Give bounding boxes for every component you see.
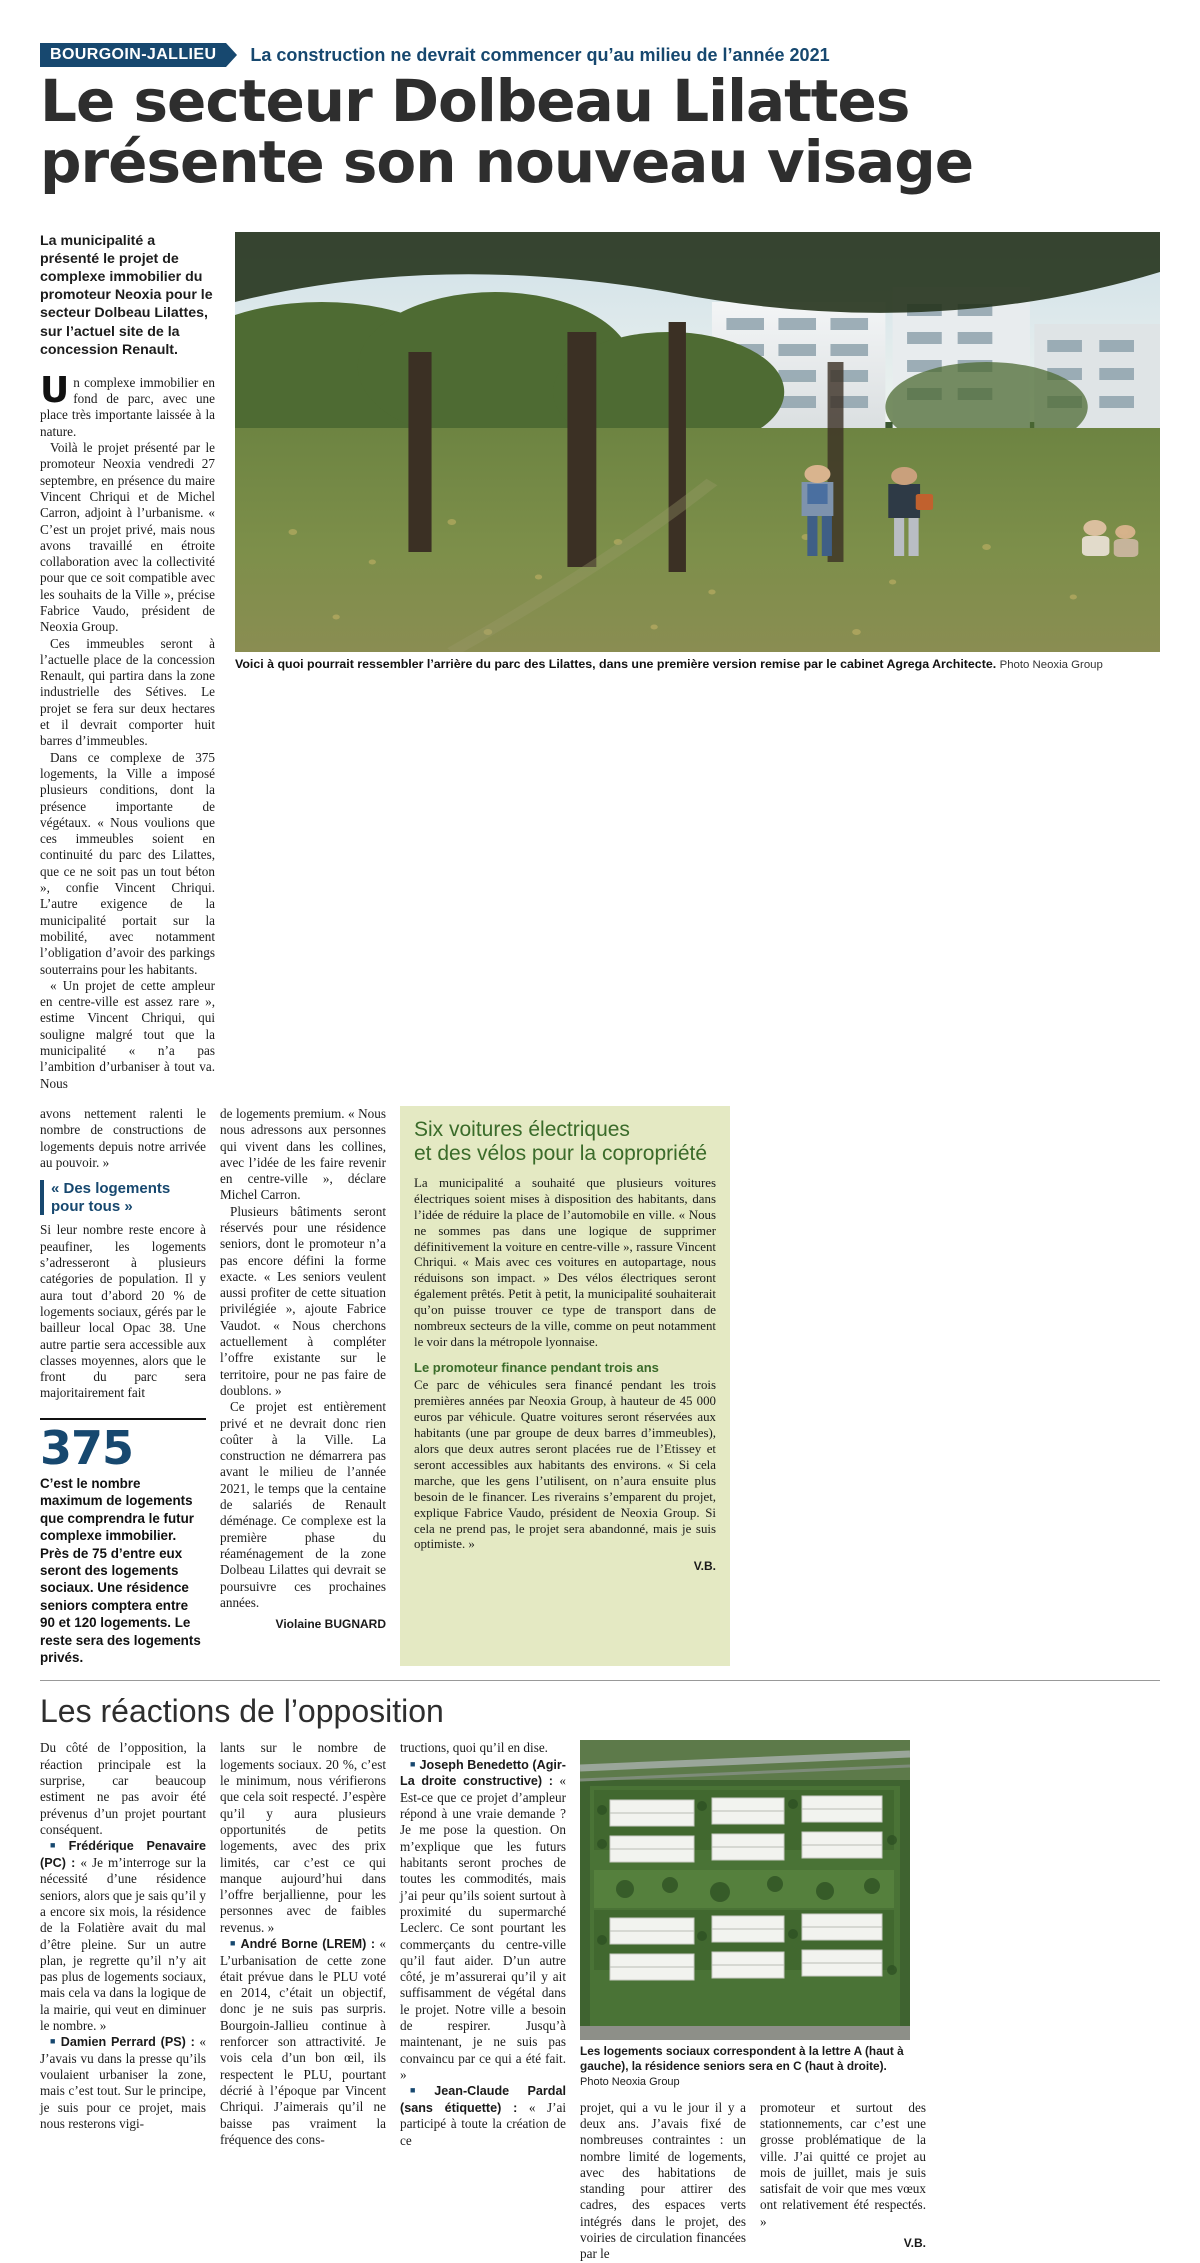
headline-line-1: Le secteur Dolbeau Lilattes bbox=[40, 67, 910, 135]
subhead-des-logements-pour-tous: « Des logements pour tous » bbox=[40, 1180, 206, 1215]
kicker-text: La construction ne devrait commencer qu’au milieu de l’année 2021 bbox=[250, 44, 830, 65]
locality-tag: BOURGOIN-JALLIEU bbox=[40, 43, 226, 68]
speaker-quote: « Est-ce que ce projet d’ampleur répond à une vraie demande ? Je me pose la question. On m’explique que les futurs habitants seront proches de toutes les commodités, mais j’ai peur qu’ils soient surtout à proximité du supermarché Leclerc. Ce sont pourtant les commerçants du centre-ville qu’il faut aider. D’un autre côté, je m’assurerai qu’il y ait suffisamment de végétal dans le projet. Notre ville a besoin de respirer. Jusqu’à maintenant, je ne suis pas convaincu par ce qui a été fait. » bbox=[400, 1773, 567, 2082]
photo-credit: Photo Neoxia Group bbox=[999, 658, 1103, 671]
key-figure-value: 375 bbox=[40, 1420, 134, 1475]
aerial-credit: Photo Neoxia Group bbox=[580, 2075, 680, 2088]
aerial-caption-text: Les logements sociaux correspondent à la lettre A (haut à gauche), la résidence seniors sera en C (haut à droite). bbox=[580, 2044, 904, 2074]
speaker-quote: « Je m’interroge sur la nécessité d’une résidence seniors, alors que je sais qu’il y a encore six mois, la résidence de la Folatière avait du mal d’être pleine. Sur un autre plan, je regrette qu’il n’y ait pas plus de logements sociaux, mais cela va dans la logique de la mairie, qui veut en diminuer le nombre. » bbox=[40, 1854, 207, 2033]
kicker bbox=[40, 0, 1160, 65]
paragraph: projet, qui a vu le jour il y a deux ans. J’avais fixé de nombreuses contraintes : un nombre limité de logements, avec des habitations de standing pour attirer des cadres, des espaces verts intégrés dans le projet, des voiries de circulation financées par le bbox=[580, 2099, 746, 2262]
opposition-column-4 bbox=[580, 2100, 746, 2263]
paragraph: Ces immeubles seront à l’actuelle place de la concession Renault, qui partira dans la zone industrielle des Sétives. Le projet se fera sur deux hectares et il devrait comporter huit barres d’immeubles. bbox=[40, 635, 215, 749]
article-byline: Violaine BUGNARD bbox=[275, 1617, 386, 1632]
aerial-and-tail bbox=[580, 1740, 1160, 2262]
opposition-tail-columns bbox=[580, 2100, 1160, 2263]
aerial-caption bbox=[580, 2044, 910, 2089]
sidebar-title bbox=[414, 1118, 716, 1166]
main-photo bbox=[235, 232, 1160, 652]
paragraph: Plusieurs bâtiments seront réservés pour une résidence seniors, dont le promoteur n’a pas encore défini la forme exacte. « Les seniors veulent aussi profiter de cette situation privilégiée », ajoute Fabrice Vaudot. « Nous cherchons actuellement à compléter l’offre existante sur le territoire, pour ne pas faire de doublons. » bbox=[220, 1203, 386, 1398]
photo-column bbox=[235, 232, 1160, 1092]
sidebar-byline: V.B. bbox=[693, 1559, 716, 1574]
paragraph: Si leur nombre reste encore à peaufiner, les logements s’adresseront à plusieurs catégories de population. Il y aura tout d’abord 20 % de logements sociaux, gérés par le bailleur local Opac 38. Une autre partie sera accessible aux classes moyennes, alors que le front du parc sera majoritairement fait bbox=[40, 1222, 206, 1401]
paragraph: lants sur le nombre de logements sociaux. 20 %, c’est le minimum, nous vérifierons que cela soit respecté. J’espère qu’il y aura plusieurs opportunités de petits logements, avec des prix limités, car c’est ce qui manque aujourd’hui dans l’offre berjallienne, pour les personnes avec de faibles revenus. » bbox=[220, 1740, 386, 1935]
paragraph: La municipalité a souhaité que plusieurs voitures électriques soient mises à disposition des habitants, dans l’idée de réduire la place de l’automobile en ville. « Nous ne sommes pas dans une logique de supprimer définitivement la voiture en centre-ville », rassure Vincent Chriqui. « Mais avec ces voitures en autopartage, nous réduisons son impact. » Des vélos électriques seront également prêtés. Petit à petit, la municipalité souhaiterait qu’on puisse trouver ce type de transport dans de nombreux secteurs de la ville, comme on peut notamment le voir dans la métropole lyonnaise. bbox=[414, 1175, 716, 1350]
speaker-quote: « J’ai participé à toute la création de ce bbox=[400, 2099, 566, 2148]
speaker-name: ■ André Borne (LREM) : bbox=[230, 1937, 375, 1951]
opposition-column-3 bbox=[400, 1740, 566, 2262]
speaker-name: ■ Frédérique Penavaire (PC) : bbox=[40, 1839, 206, 1870]
standfirst: La municipalité a présenté le projet de complexe immobilier du promoteur Neoxia pour le secteur Dolbeau Lilattes, sur l’actuel site de la concession Renault. bbox=[40, 232, 213, 358]
speaker-entry bbox=[400, 2083, 566, 2149]
speaker-quote: « L’urbanisation de cette zone était prévue dans le PLU voté en 2014, c’était un objectif, donc je ne suis pas surpris. Bourgoin-Jallieu continue à renforcer son attractivité. Je vois cela d’un bon œil, ils respectent le PLU, pourtant décrié à l’époque par Vincent Chriqui. J’aimerais qu’il ne baisse pas vraiment la fréquence des cons- bbox=[220, 1936, 387, 2147]
paragraph: tructions, quoi qu’il en dise. bbox=[400, 1740, 548, 1756]
secondary-article bbox=[40, 1740, 1160, 2262]
page-title bbox=[40, 67, 1160, 196]
aerial-plan-image bbox=[580, 1740, 910, 2040]
body-column-1 bbox=[40, 369, 215, 1092]
sidebar-title-line-2: et des vélos pour la copropriété bbox=[414, 1141, 708, 1165]
speaker-entry bbox=[40, 2034, 206, 2132]
speaker-name: ■ Jean-Claude Pardal (sans étiquette) : bbox=[400, 2084, 566, 2115]
article-top bbox=[40, 232, 1160, 1092]
opposition-column-1 bbox=[40, 1740, 206, 2262]
paragraph: Ce projet est entièrement privé et ne devrait donc rien coûter à la Ville. La construction ne démarrera pas avant le milieu de l’année 2021, le temps que la centaine de salariés de Renault déménage. Ce complexe est la première phase du réaménagement de la zone Dolbeau Lilattes qui devrait se poursuivre ces prochaines années. bbox=[220, 1399, 386, 1610]
paragraph: de logements premium. « Nous nous adressons aux personnes qui vivent dans les collines, avec l’idée de les faire revenir en centre-ville », déclare Michel Carron. bbox=[220, 1105, 386, 1203]
speaker-entry bbox=[400, 1757, 566, 2083]
speaker-name: ■ Damien Perrard (PS) : bbox=[50, 2035, 195, 2049]
paragraph: Ce parc de véhicules sera financé pendant les trois premières années par Neoxia Group, à hauteur de 45 000 euros par véhicule. Quatre voitures seront réservées aux habitants (une par groupe de deux barres d’immeubles), alors que deux autres seront placées rue de l’Etissey et seront accessibles aux habitants des environs. « Si cela marche, que les gens l’utilisent, on n’aura ensuite plus besoin de le financer. Les riverains s’emparent du projet, explique Fabrice Vaudo, président de Neoxia Group. Si cela ne prend pas, le projet sera abandonné, mais je suis optimiste. » bbox=[414, 1378, 716, 1552]
speaker-entry bbox=[40, 1838, 206, 2034]
sidebar-subhead: Le promoteur finance pendant trois ans bbox=[414, 1360, 659, 1376]
paragraph: promoteur et surtout des stationnements, car c’est une grosse problématique de la ville. J’ai quitté ce projet au mois de juillet, mais je suis satisfait de voir que mes vœux ont relativement été respectés. » bbox=[760, 2099, 926, 2229]
headline-line-2: présente son nouveau visage bbox=[40, 127, 974, 196]
section-divider bbox=[40, 1680, 1160, 1681]
body-column-2 bbox=[40, 1106, 206, 1667]
speaker-entry bbox=[220, 1936, 386, 2148]
sidebar-six-voitures bbox=[400, 1106, 730, 1667]
paragraph: Du côté de l’opposition, la réaction principale est la surprise, car beaucoup estiment ne pas avoir été prévenus d’un projet pourtant conséquent. bbox=[40, 1740, 206, 1837]
key-figure-text: C’est le nombre maximum de logements que comprendra le futur complexe immobilier. Près de 75 d’entre eux seront des logements sociaux. Une résidence seniors comptera entre 90 et 120 logements. Le reste sera des logements privés. bbox=[40, 1475, 201, 1666]
paragraph: Un complexe immobilier en fond de parc, avec une place très importante laissée à la nature. bbox=[40, 369, 215, 439]
opposition-column-2 bbox=[220, 1740, 386, 2262]
opposition-byline: V.B. bbox=[903, 2236, 926, 2251]
sidebar-title-line-1: Six voitures électriques bbox=[414, 1117, 630, 1141]
secondary-title: Les réactions de l’opposition bbox=[40, 1693, 444, 1730]
speaker-quote: « J’avais vu dans la presse qu’ils voulaient urbaniser la zone, mais c’est tout. Sur le principe, je suis pour ce projet, mais nous resterons vigi- bbox=[40, 2034, 206, 2132]
paragraph: avons nettement ralenti le nombre de constructions de logements depuis notre arrivée au pouvoir. » bbox=[40, 1105, 206, 1170]
paragraph: Dans ce complexe de 375 logements, la Ville a imposé plusieurs conditions, dont la présence importante de végétaux. « Nous voulions que ces immeubles soient en continuité du parc des Lilattes, que ce ne soit pas un tout béton », confie Vincent Chriqui. L’autre exigence de la municipalité portait sur la mobilité, avec notamment l’obligation d’avoir des parkings souterrains pour les habitants. bbox=[40, 749, 215, 977]
article-lower bbox=[40, 1106, 1160, 1667]
key-figure-box bbox=[40, 1418, 206, 1667]
photo-caption-text: Voici à quoi pourrait ressembler l’arrière du parc des Lilattes, dans une première version remise par le cabinet Agrega Architecte. bbox=[235, 656, 997, 671]
speaker-name: ■ Joseph Benedetto (Agir-La droite constructive) : bbox=[400, 1758, 566, 1789]
paragraph: « Un projet de cette ampleur en centre-ville est assez rare », estime Vincent Chriqui, qui souligne malgré tout que la municipalité « n’a pas l’ambition d’urbaniser à tout va. Nous bbox=[40, 977, 215, 1091]
body-column-3 bbox=[220, 1106, 386, 1667]
photo-caption bbox=[235, 657, 1160, 673]
lead-column bbox=[40, 232, 215, 1092]
opposition-column-5 bbox=[760, 2100, 926, 2263]
paragraph: Voilà le projet présenté par le promoteur Neoxia vendredi 27 septembre, en présence du maire Vincent Chriqui et de Michel Carron, adjoint à l’urbanisme. « C’est un projet privé, mais nous avons travaillé en étroite collaboration avec la collectivité pour que ce soit compatible avec les souhaits de la Ville », précise Fabrice Vaudo, président de Neoxia Group. bbox=[40, 440, 215, 635]
